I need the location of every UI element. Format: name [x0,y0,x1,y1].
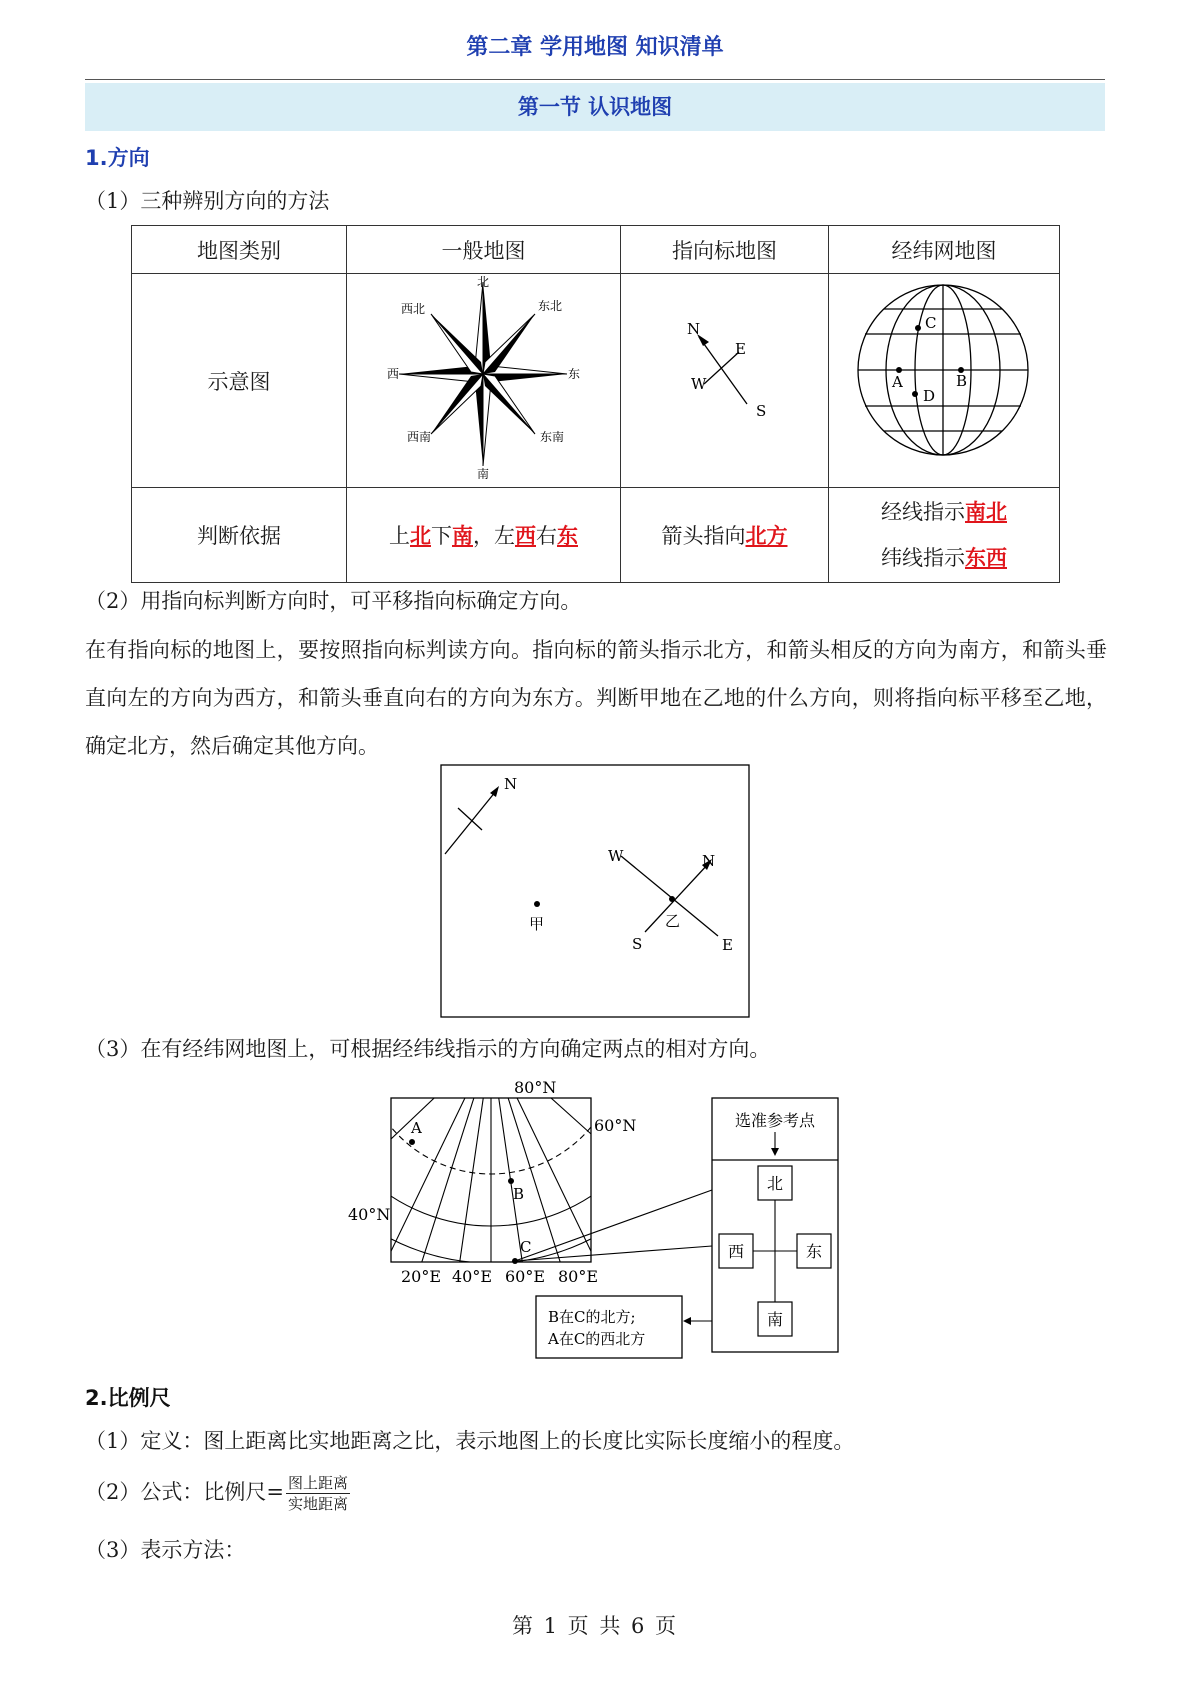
globe-grid-figure [829,274,1059,482]
doc-title: 第二章 学用地图 知识清单 [466,35,724,60]
basis-text: 箭头指向 [661,524,746,548]
shift-label-yi: 乙 [665,912,681,930]
shift-arrow-figure [440,764,750,1018]
globe-label-d: D [923,387,936,405]
dir-north: 北 [766,1174,784,1193]
basis-text: 下 [431,524,452,548]
arrow-basis-cell [621,488,829,583]
grid-point-a: A [411,1119,422,1137]
lon-label: 60°E [505,1267,546,1286]
compass-label-ne: 东北 [537,299,563,313]
table-header-cell: 一般地图 [347,226,621,274]
heading-direction: 1.方向 [85,146,150,170]
lon-label: 80°E [558,1267,599,1286]
basis-answer: 南北 [965,499,1007,524]
page-footer: 第 1 页 共 6 页 [511,1614,679,1638]
direction-methods-table [131,225,1060,583]
paragraph-arrow-reading: 在有指向标的地图上，要按照指向标判读方向。指向标的箭头指示北方，和箭头相反的方向为南方，和箭头垂直向左的方向为西方，和箭头垂直向右的方向为东方。判断甲地在乙地的什么方向，则将指向标平移至乙地，确定北方，然后确定其他方向。 [85,638,1107,758]
result-line-1: B在C的北方; [548,1308,636,1326]
basis-text: ，左 [473,524,515,548]
section-banner: 第一节 认识地图 [85,83,1105,131]
basis-answer: 东 [557,523,578,548]
dir-east: 东 [805,1242,823,1261]
basis-answer: 北方 [745,523,788,548]
label-40n: 40°N [348,1205,391,1224]
formula-prefix: （2）公式：比例尺= [85,1480,284,1504]
label-80n: 80°N [514,1078,557,1097]
shift-label-e: E [722,936,733,954]
arrow-map-cell [621,274,829,488]
compass-label-s: 南 [476,467,490,481]
sub-three-methods: （1）三种辨别方向的方法 [85,189,330,213]
basis-answer: 西 [515,523,536,548]
globe-label-b: B [956,372,968,390]
basis-answer: 南 [452,523,473,548]
grid-point-c: C [520,1238,532,1256]
table-header-cell: 指向标地图 [621,226,829,274]
lon-label: 40°E [452,1267,493,1286]
sub-scale-formula [85,1473,350,1514]
sub-shift-arrow: （2）用指向标判断方向时，可平移指向标确定方向。 [85,589,582,613]
heading-scale: 2.比例尺 [85,1386,171,1410]
basis-text: 经线指示 [881,500,965,524]
fraction-numerator: 图上距离 [287,1474,348,1492]
sub-grid-direction: （3）在有经纬网地图上，可根据经纬线指示的方向确定两点的相对方向。 [85,1037,771,1061]
basis-answer: 北 [410,523,431,548]
row-label-diagram: 示意图 [132,274,347,488]
shift-label-w: W [608,847,624,865]
compass-rose-figure [347,274,620,482]
basis-text: 上 [389,524,410,548]
compass-rose-cell [347,274,621,488]
shift-label-s: S [632,935,643,953]
compass-label-e: 东 [567,367,581,381]
grid-point-b: B [513,1185,525,1203]
shift-label-n2: N [702,852,716,870]
shift-label-n1: N [504,775,518,793]
sub-scale-definition: （1）定义：图上距离比实地距离之比，表示地图上的长度比实际长度缩小的程度。 [85,1429,855,1453]
ref-title: 选准参考点 [734,1111,816,1130]
row-label-basis: 判断依据 [132,488,347,583]
basis-answer: 东西 [965,545,1007,570]
arrow-label-n: N [687,320,701,338]
compass-label-nw: 西北 [400,302,426,316]
globe-map-cell [829,274,1060,488]
north-arrow-figure [621,274,828,482]
dir-south: 南 [766,1310,784,1329]
general-basis-cell [347,488,621,583]
lat-lon-direction-figure [340,1074,850,1360]
dir-west: 西 [727,1242,745,1261]
shift-label-jia: 甲 [529,915,545,933]
arrow-label-e: E [735,340,746,358]
label-60n: 60°N [594,1116,637,1135]
lon-label: 20°E [401,1267,442,1286]
compass-label-se: 东南 [539,430,565,444]
fraction-denominator: 实地距离 [287,1495,348,1513]
grid-basis-cell [829,488,1060,583]
basis-text: 右 [536,524,557,548]
result-line-2: A在C的西北方 [548,1330,646,1348]
arrow-label-s: S [756,402,767,420]
compass-label-sw: 西南 [406,430,432,444]
sub-scale-representation: （3）表示方法： [85,1538,246,1562]
table-header-cell: 经纬网地图 [829,226,1060,274]
globe-label-c: C [925,314,937,332]
globe-label-a: A [892,373,903,391]
compass-label-w: 西 [386,367,400,381]
title-divider [85,79,1105,80]
arrow-label-w: W [691,375,707,393]
table-header-cell: 地图类别 [132,226,347,274]
basis-text: 纬线指示 [881,546,965,570]
compass-label-n: 北 [476,275,490,289]
formula-fraction [286,1473,350,1514]
